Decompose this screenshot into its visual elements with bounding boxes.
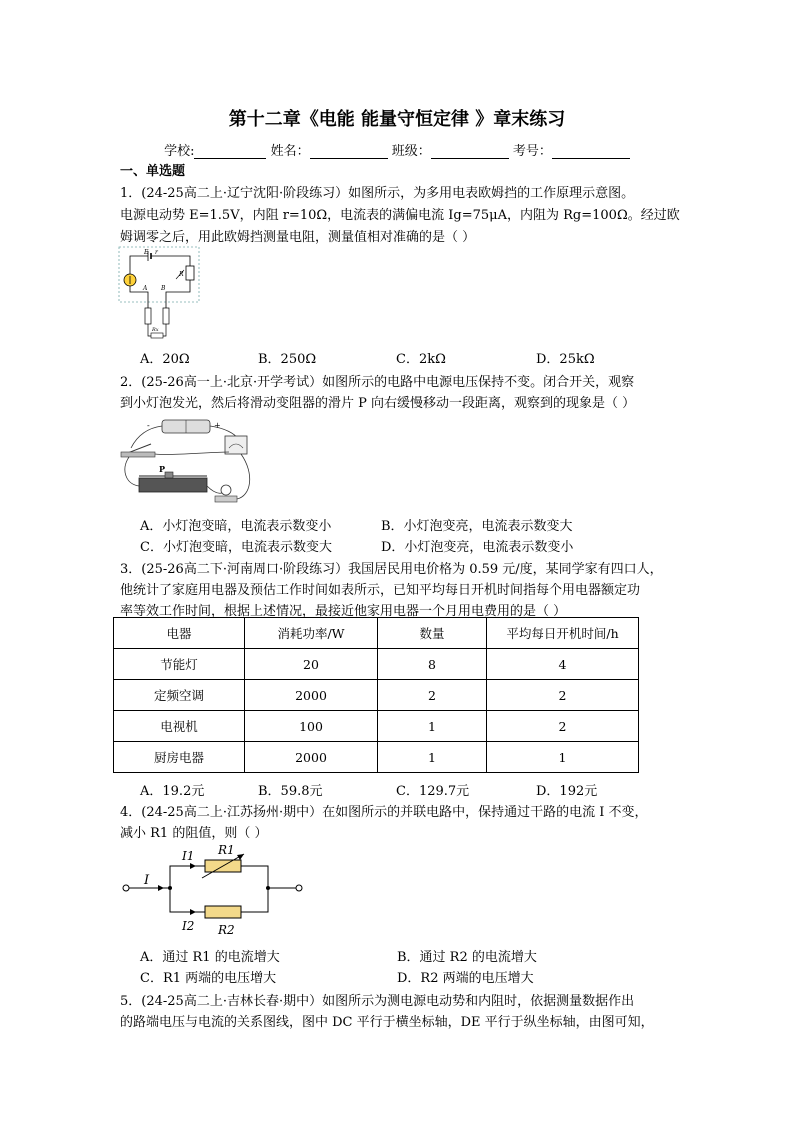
q3-option-c[interactable]: C．129.7元: [396, 784, 470, 799]
label-R2: R2: [218, 923, 235, 937]
q1-line2: 电源电动势 E=1.5V，内阻 r=10Ω，电流表的满偏电流 Ig=75μA，内阻为 Rg=100Ω。经过欧: [120, 208, 680, 223]
table-header-row: [114, 618, 639, 649]
q1-line1: 1．(24-25高二上·辽宁沈阳·阶段练习）如图所示，为多用电表欧姆挡的工作原理示意图。: [120, 186, 635, 201]
q2-line1: 2．(25-26高一上·北京·开学考试）如图所示的电路中电源电压保持不变。闭合开关，观察: [120, 375, 635, 390]
school-label: 学校:: [164, 144, 195, 159]
table-cell: 定频空调: [114, 680, 245, 711]
q5-line1: 5．(24-25高二上·吉林长春·期中）如图所示为测电源电动势和内阻时，依据测量数据作出: [120, 994, 635, 1009]
q3-line3: 率等效工作时间，根据上述情况，最接近他家用电器一个月用电费用的是（ ）: [120, 604, 567, 619]
table-cell: 20: [245, 649, 378, 680]
label-minus: -: [147, 421, 150, 430]
table-cell: 2: [487, 680, 639, 711]
class-blank[interactable]: [431, 144, 509, 159]
rheostat-lamp-circuit-diagram: [117, 414, 259, 509]
table-cell: 2000: [245, 680, 378, 711]
table-cell: 1: [378, 711, 487, 742]
table-cell: 节能灯: [114, 649, 245, 680]
q1-option-c[interactable]: C．2kΩ: [396, 352, 446, 367]
table-cell: 1: [487, 742, 639, 773]
q4-option-b[interactable]: B．通过 R2 的电流增大: [397, 950, 537, 965]
label-Rx: Rx: [152, 327, 159, 333]
table-cell: 厨房电器: [114, 742, 245, 773]
q3-option-a[interactable]: A．19.2元: [140, 784, 205, 799]
school-blank[interactable]: [194, 144, 266, 159]
table-row: [114, 742, 639, 773]
label-r: r: [155, 249, 158, 256]
label-B: B: [161, 285, 166, 292]
table-cell: 2: [487, 711, 639, 742]
name-blank[interactable]: [310, 144, 388, 159]
class-label: 班级：: [391, 144, 431, 159]
table-cell: 2: [378, 680, 487, 711]
number-blank[interactable]: [552, 144, 630, 159]
q2-option-d[interactable]: D．小灯泡变亮，电流表示数变小: [381, 540, 574, 555]
label-E: E: [144, 249, 149, 256]
q3-line1: 3．(25-26高二下·河南周口·阶段练习）我国居民用电价格为 0.59 元/度，某同学家有四口人，: [120, 562, 663, 577]
q3-option-b[interactable]: B．59.8元: [258, 784, 323, 799]
table-row: [114, 711, 639, 742]
q1-option-b[interactable]: B．250Ω: [258, 352, 317, 367]
parallel-circuit-diagram: [118, 840, 308, 940]
label-I: I: [144, 873, 150, 888]
q2-line2: 到小灯泡发光，然后将滑动变阻器的滑片 P 向右缓慢移动一段距离，观察到的现象是（ ）: [120, 396, 636, 411]
table-cell: 4: [487, 649, 639, 680]
name-label: 姓名：: [270, 144, 310, 159]
label-plus: +: [214, 421, 221, 430]
q4-option-d[interactable]: D．R2 两端的电压增大: [397, 971, 534, 986]
table-header: 电器: [114, 618, 245, 649]
q3-option-d[interactable]: D．192元: [536, 784, 598, 799]
label-A: A: [143, 285, 148, 292]
table-cell: 1: [378, 742, 487, 773]
q4-option-a[interactable]: A．通过 R1 的电流增大: [140, 950, 280, 965]
q4-line2: 减小 R1 的阻值，则（ ）: [120, 826, 268, 841]
q4-option-c[interactable]: C．R1 两端的电压增大: [140, 971, 277, 986]
q5-line2: 的路端电压与电流的关系图线，图中 DC 平行于横坐标轴，DE 平行于纵坐标轴，由图可知，: [120, 1015, 654, 1030]
table-cell: 电视机: [114, 711, 245, 742]
q2-option-a[interactable]: A．小灯泡变暗，电流表示数变小: [140, 519, 332, 534]
q2-option-b[interactable]: B．小灯泡变亮，电流表示数变大: [381, 519, 573, 534]
table-row: [114, 649, 639, 680]
label-I1: I1: [182, 849, 195, 863]
appliance-table: [113, 617, 639, 773]
q4-line1: 4．(24-25高二上·江苏扬州·期中）在如图所示的并联电路中，保持通过干路的电流 I 不变，: [120, 805, 648, 820]
label-R1: R1: [218, 843, 235, 857]
table-header: 数量: [378, 618, 487, 649]
page-title: 第十二章《电能 能量守恒定律 》章末练习: [228, 109, 566, 130]
q3-line2: 他统计了家庭用电器及预估工作时间如表所示，已知平均每日开机时间指每个用电器额定功: [120, 583, 641, 598]
q2-option-c[interactable]: C．小灯泡变暗，电流表示数变大: [140, 540, 332, 555]
ohmmeter-circuit-diagram: [118, 246, 200, 344]
number-label: 考号：: [512, 144, 552, 159]
section-heading: 一、单选题: [120, 164, 186, 179]
table-header: 消耗功率/W: [245, 618, 378, 649]
label-I2: I2: [182, 919, 195, 933]
table-cell: 100: [245, 711, 378, 742]
table-cell: 2000: [245, 742, 378, 773]
q1-line3: 姆调零之后，用此欧姆挡测量电阻，测量值相对准确的是（ ）: [120, 230, 476, 245]
q1-option-a[interactable]: A．20Ω: [140, 352, 190, 367]
table-cell: 8: [378, 649, 487, 680]
student-info-row: [0, 140, 794, 159]
q1-option-d[interactable]: D．25kΩ: [536, 352, 595, 367]
table-header: 平均每日开机时间/h: [487, 618, 639, 649]
table-row: [114, 680, 639, 711]
label-P: P: [159, 464, 166, 474]
label-R: R: [179, 271, 184, 278]
